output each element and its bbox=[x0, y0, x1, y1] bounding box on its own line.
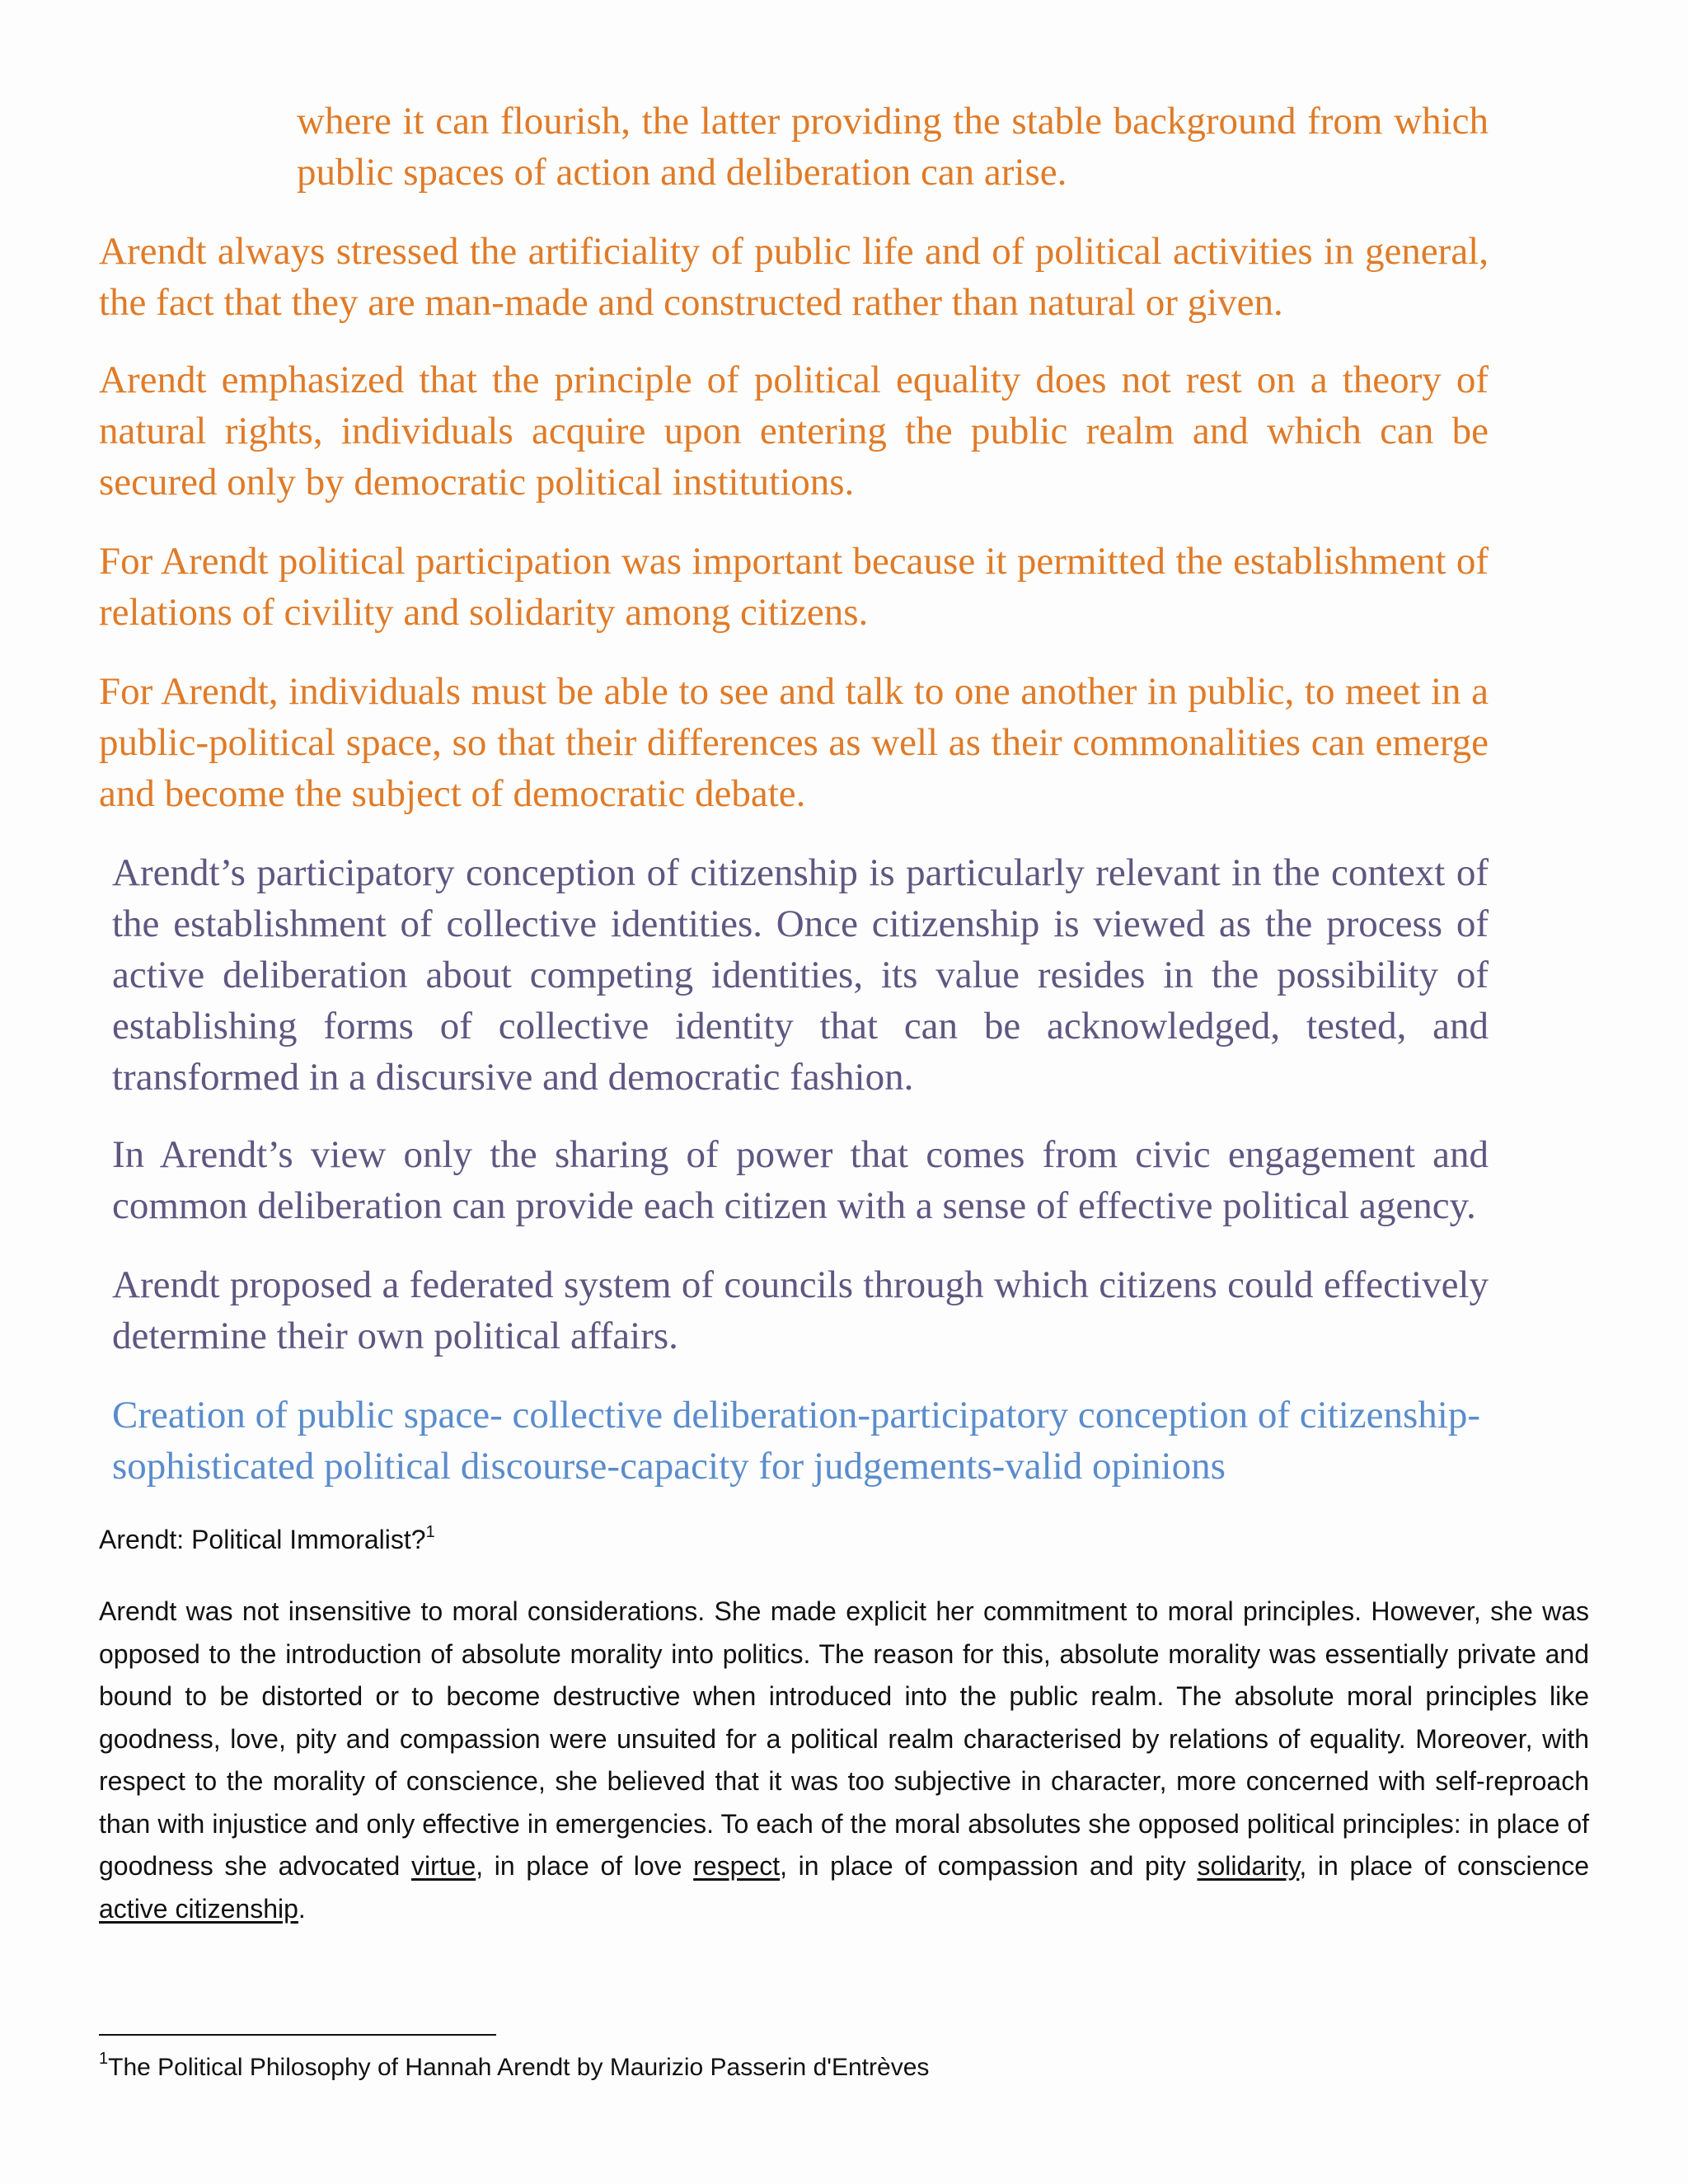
term-solidarity: solidarity bbox=[1197, 1851, 1300, 1881]
footnote-marker: 1 bbox=[99, 2050, 109, 2068]
summary-keywords: Creation of public space- collective deliberation-participatory conception of citizenship-sophisticated political discourse-capacity for judgements-valid opinions bbox=[112, 1394, 1481, 1488]
footnote-text: The Political Philosophy of Hannah Arendt by Maurizio Passerin d'Entrèves bbox=[108, 2054, 930, 2081]
paragraph-artificiality: Arendt always stressed the artificiality of public life and of political activities in general, the fact that they are man-made and constructed rather than natural or given. bbox=[99, 230, 1489, 324]
footnote bbox=[99, 2052, 929, 2083]
body-text: . bbox=[298, 1893, 306, 1924]
section-heading-text: Arendt: Political Immoralist? bbox=[99, 1525, 426, 1554]
paragraph-flourish: where it can flourish, the latter providing the stable background from which public spaces of action and deliberation can arise. bbox=[297, 100, 1489, 194]
footnote-reference[interactable]: 1 bbox=[425, 1523, 435, 1541]
paragraph-political-equality: Arendt emphasized that the principle of political equality does not rest on a theory of natural rights, individuals acquire upon entering the public realm and which can be secured only by democratic political institutions. bbox=[99, 359, 1489, 504]
paragraph-federated-councils: Arendt proposed a federated system of councils through which citizens could effectively determine their own political affairs. bbox=[112, 1263, 1489, 1357]
paragraph-participation: For Arendt political participation was important because it permitted the establishment of relations of civility and solidarity among citizens. bbox=[99, 540, 1489, 634]
body-text: , in place of love bbox=[476, 1851, 694, 1881]
term-active-citizenship: active citizenship bbox=[99, 1893, 298, 1924]
body-text: , in place of conscience bbox=[1299, 1851, 1590, 1881]
term-respect: respect bbox=[693, 1851, 781, 1881]
paragraph-collective-identities: Arendt’s participatory conception of citizenship is particularly relevant in the context of the establishment of collective identities. Once citizenship is viewed as the process of active deliberation about competing identities, its value resides in the possibility of establishing forms of collective identity that can be acknowledged, tested, and transformed in a discursive and democratic fashion. bbox=[112, 851, 1489, 1099]
body-text: , in place of compassion and pity bbox=[780, 1851, 1198, 1881]
section-heading bbox=[99, 1523, 435, 1556]
body-text: Arendt was not insensitive to moral considerations. She made explicit her commitment to moral principles. However, she was opposed to the introduction of absolute morality into politics. The reason for this, absolute morality was essentially private and bound to be distorted or to become destructive when introduced into the public realm. The absolute moral principles like goodness, love, pity and compassion were unsuited for a political realm characterised by relations of equality. Moreover, with respect to the morality of conscience, she believed that it was too subjective in character, more concerned with self-reproach than with injustice and only effective in emergencies. To each of the moral absolutes she opposed political principles: in place of goodness she advocated bbox=[99, 1596, 1589, 1881]
term-virtue: virtue bbox=[410, 1851, 476, 1881]
paragraph-public-space: For Arendt, individuals must be able to see and talk to one another in public, to meet in a public-political space, so that their differences as well as their commonalities can emerge and become the subject of democratic debate. bbox=[99, 670, 1489, 815]
footnote-separator bbox=[99, 2034, 496, 2036]
section-body bbox=[99, 1591, 1589, 1930]
paragraph-sharing-power: In Arendt’s view only the sharing of power that comes from civic engagement and common deliberation can provide each citizen with a sense of effective political agency. bbox=[112, 1133, 1489, 1227]
